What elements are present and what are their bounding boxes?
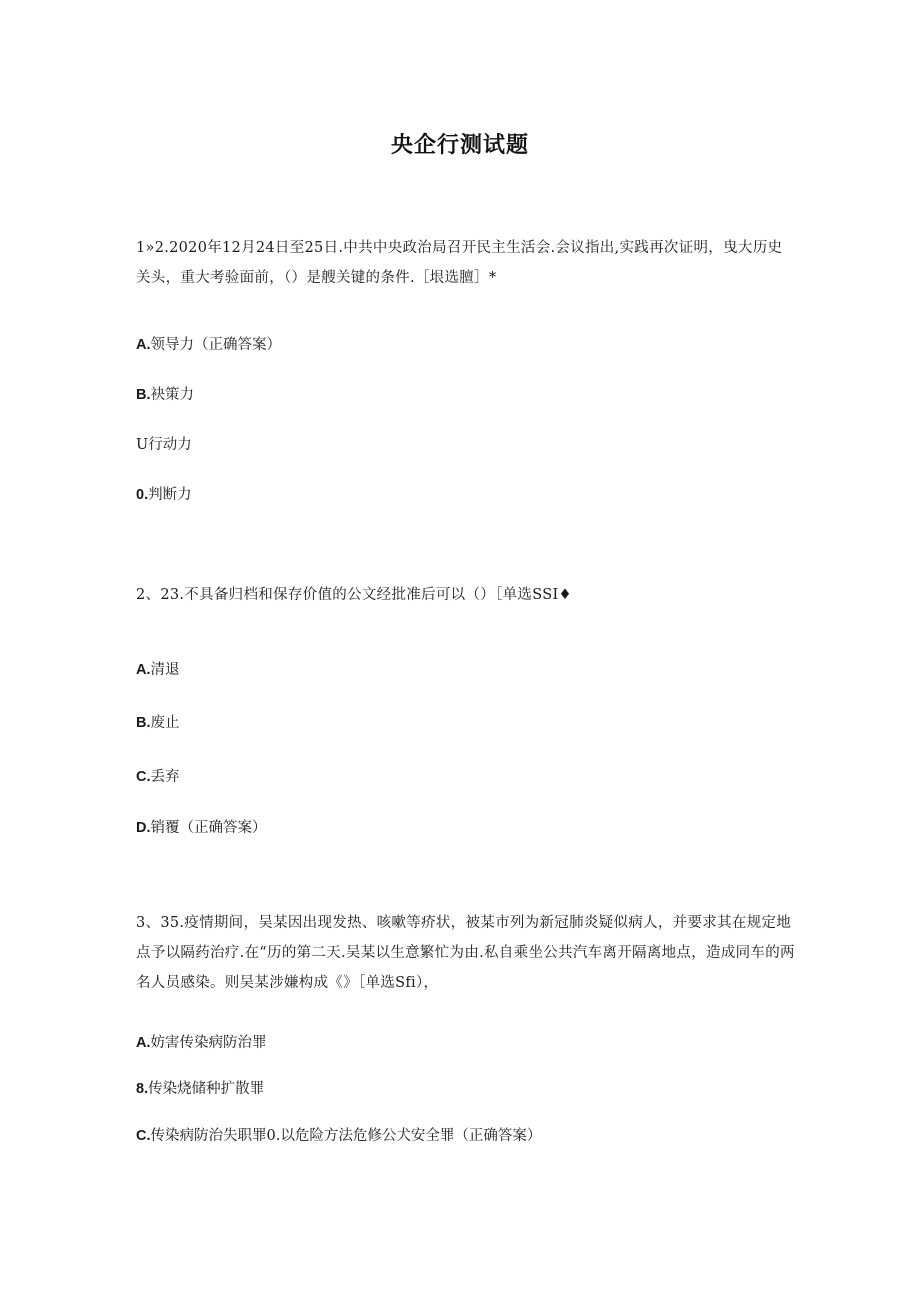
option-key: B. [136, 387, 151, 403]
question-3-option-c [136, 1126, 541, 1146]
question-1-option-a [136, 335, 281, 355]
option-key: C. [136, 1128, 151, 1144]
question-3-option-a [136, 1033, 267, 1053]
option-text: 销覆（正确答案） [150, 820, 267, 836]
question-1-option-d [136, 485, 192, 505]
option-text: 袂策力 [150, 387, 194, 403]
option-text: 传染烧储种扩散罪 [148, 1081, 265, 1097]
question-1-option-c [136, 435, 192, 455]
option-key: U [136, 437, 149, 453]
option-key: C. [136, 769, 151, 785]
option-text: 传染病防治失职罪0.以危险方法危修公犬安全罪（正确答案） [150, 1128, 542, 1144]
question-3-stem: 3、35.疫情期间，吴某因出现发热、咳嗽等疥状，被某市列为新冠肺炎疑似病人，并要求其在规定地点予以隔药治疗.在“历的第二天.吴某以生意繁忙为由.私自乘坐公共汽车离开隔离地点，造成同车的两名人员感染。则吴某涉嫌构成《》［单选Sfi）， [136, 915, 795, 991]
option-key: 8. [136, 1081, 149, 1097]
question-2-option-b [136, 713, 180, 733]
document-title: 央企行测试题 [390, 133, 529, 158]
question-1-option-b [136, 385, 194, 405]
option-text: 丢弃 [150, 769, 180, 785]
option-key: A. [136, 337, 151, 353]
option-key: D. [136, 820, 151, 836]
option-text: 行动力 [148, 437, 192, 453]
option-key: B. [136, 715, 151, 731]
question-2-option-d [136, 818, 267, 838]
option-text: 领导力（正确答案） [150, 337, 281, 353]
option-key: A. [136, 662, 151, 678]
question-1-stem: 1»2.2020年12月24日至25日.中共中央政治局召开民主生活会.会议指出,实践再次证明，曳大历史关头，重大考验面前，（）是艘关键的条件.［垠选膻］* [136, 240, 783, 286]
option-text: 清退 [150, 662, 180, 678]
option-text: 判断力 [148, 487, 192, 503]
question-2-option-c [136, 767, 180, 787]
option-key: 0. [136, 487, 149, 503]
option-key: A. [136, 1035, 151, 1051]
question-3-option-b [136, 1079, 264, 1099]
question-2-stem: 2、23.不具备归档和保存价值的公文经批准后可以（）［单选SSI♦ [136, 587, 572, 603]
option-text: 妨害传染病防治罪 [150, 1035, 267, 1051]
option-text: 废止 [150, 715, 180, 731]
question-2-option-a [136, 660, 180, 680]
